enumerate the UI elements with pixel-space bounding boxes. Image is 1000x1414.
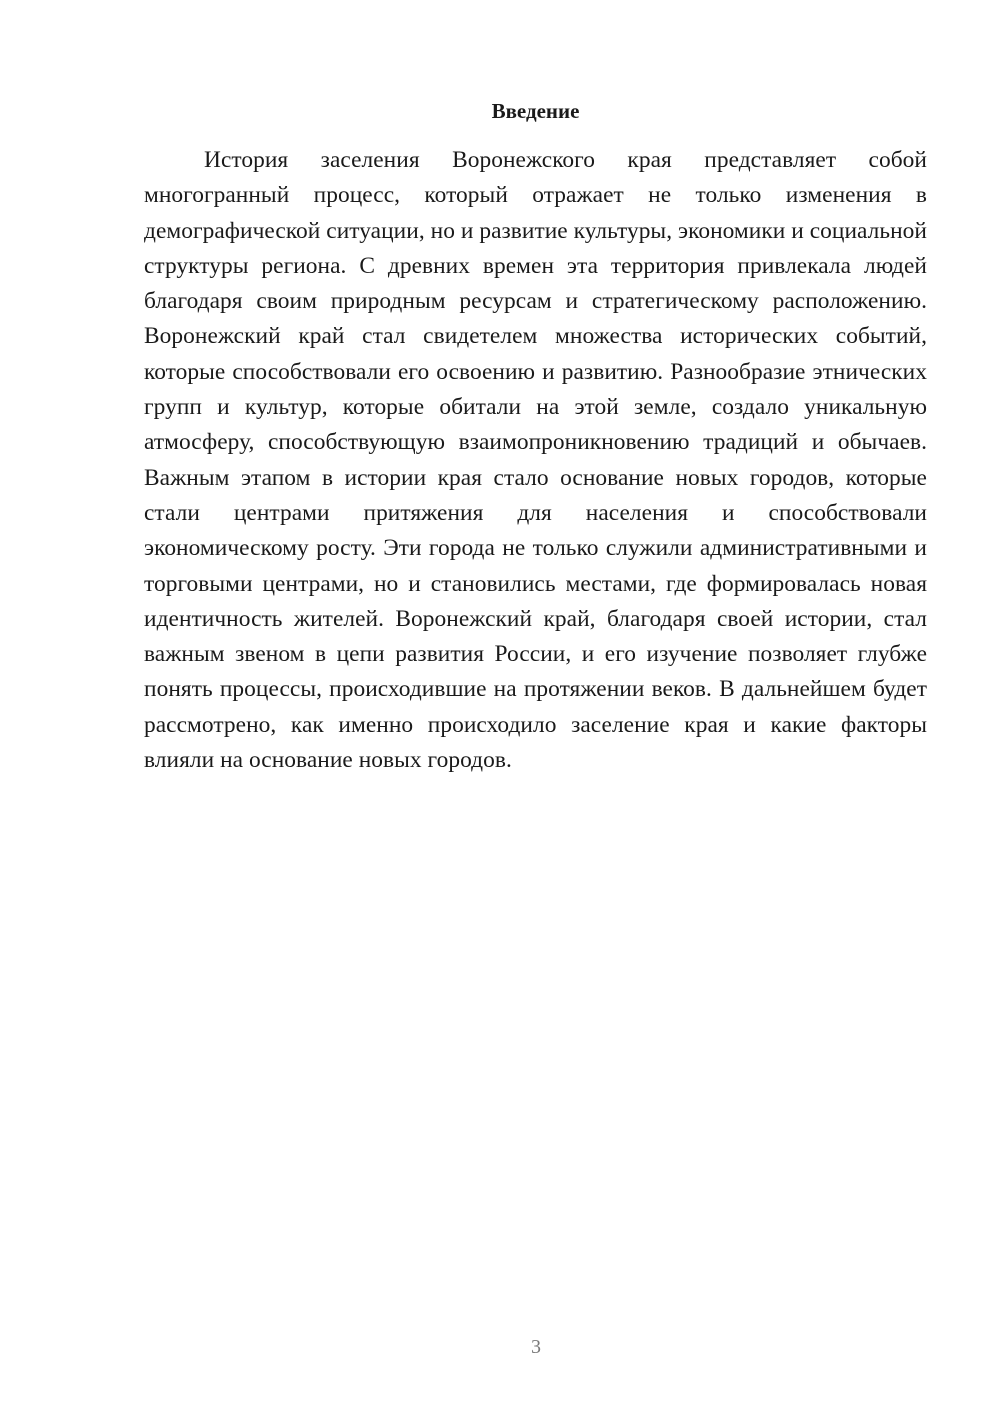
body-paragraph: История заселения Воронежского края представляет собой многогранный процесс, который отражает не только изменения в демографической ситуации, но и развитие культуры, экономики и социальной структуры региона. С древних времен эта территория привлекала людей благодаря своим природным ресурсам и стратегическому расположению. Воронежский край стал свидетелем множества исторических событий, которые способствовали его освоению и развитию. Разнообразие этнических групп и культур, которые обитали на этой земле, создало уникальную атмосферу, способствующую взаимопроникновению традиций и обычаев. Важным этапом в истории края стало основание новых городов, которые стали центрами притяжения для населения и способствовали экономическому росту. Эти города не только служили административными и торговыми центрами, но и становились местами, где формировалась новая идентичность жителей. Воронежский край, благодаря своей истории, стал важным звеном в цепи развития России, и его изучение позволяет глубже понять процессы, происходившие на протяжении веков. В дальнейшем будет рассмотрено, как именно происходило заселение края и какие факторы влияли на основание новых городов. bbox=[144, 147, 927, 774]
page-number: 3 bbox=[531, 1336, 541, 1358]
section-heading: Введение bbox=[491, 99, 580, 123]
